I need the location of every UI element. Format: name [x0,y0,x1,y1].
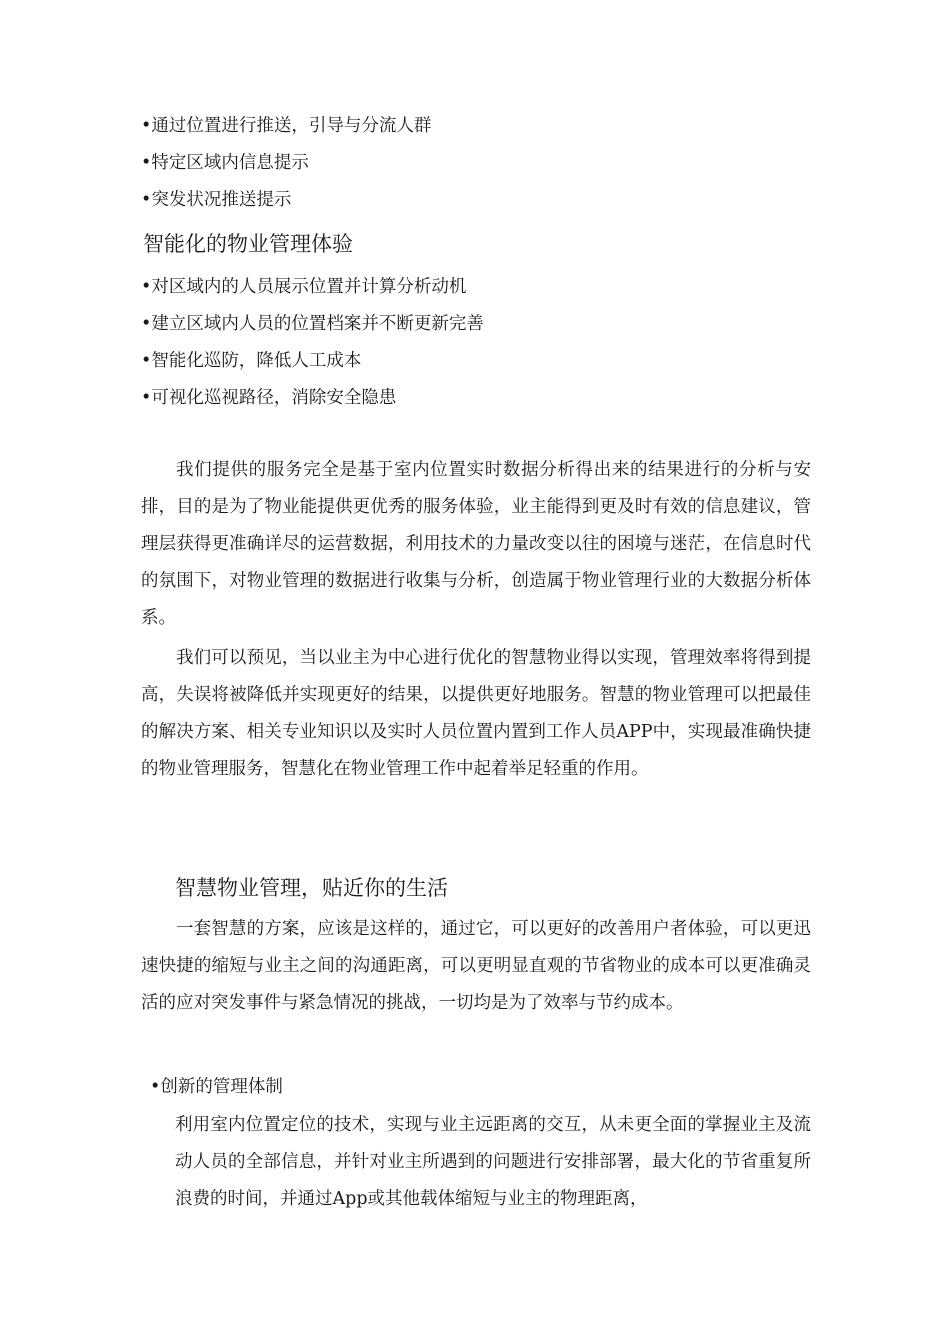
bullet-item: •创新的管理体制 [150,1077,283,1097]
body-paragraph: 我们提供的服务完全是基于室内位置实时数据分析得出来的结果进行的分析与安排，目的是为了物业能提供更优秀的服务体验，业主能得到更及时有效的信息建议，管理层获得更准确详尽的运营数据，利用技术的力量改变以往的困境与迷茫，在信息时代的氛围下，对物业管理的数据进行收集与分析，创造属于物业管理行业的大数据分析体系。 [141,460,811,628]
bullet-item: •特定区域内信息提示 [141,153,309,173]
section-heading: 智能化的物业管理体验 [143,232,353,256]
bullet-item: •突发状况推送提示 [141,190,292,210]
bullet-item: •建立区域内人员的位置档案并不断更新完善 [141,314,484,334]
bullet-item: •通过位置进行推送，引导与分流人群 [141,116,432,136]
body-paragraph: 一套智慧的方案，应该是这样的，通过它，可以更好的改善用户者体验，可以更迅速快捷的缩短与业主之间的沟通距离，可以更明显直观的节省物业的成本可以更准确灵活的应对突发事件与紧急情况的挑战，一切均是为了效率与节约成本。 [141,919,811,1013]
section-heading: 智慧物业管理，贴近你的生活 [175,876,448,900]
bullet-item: •对区域内的人员展示位置并计算分析动机 [141,277,467,297]
bullet-item: •智能化巡防，降低人工成本 [141,351,362,371]
bullet-item: •可视化巡视路径，消除安全隐患 [141,388,397,408]
body-paragraph: 利用室内位置定位的技术，实现与业主远距离的交互，从未更全面的掌握业主及流动人员的全部信息，并针对业主所遇到的问题进行安排部署，最大化的节省重复所浪费的时间，并通过App或其他载体缩短与业主的物理距离， [175,1115,811,1209]
body-paragraph: 我们可以预见，当以业主为中心进行优化的智慧物业得以实现，管理效率将得到提高，失误将被降低并实现更好的结果，以提供更好地服务。智慧的物业管理可以把最佳的解决方案、相关专业知识以及实时人员位置内置到工作人员APP中，实现最准确快捷的物业管理服务，智慧化在物业管理工作中起着举足轻重的作用。 [141,648,811,779]
